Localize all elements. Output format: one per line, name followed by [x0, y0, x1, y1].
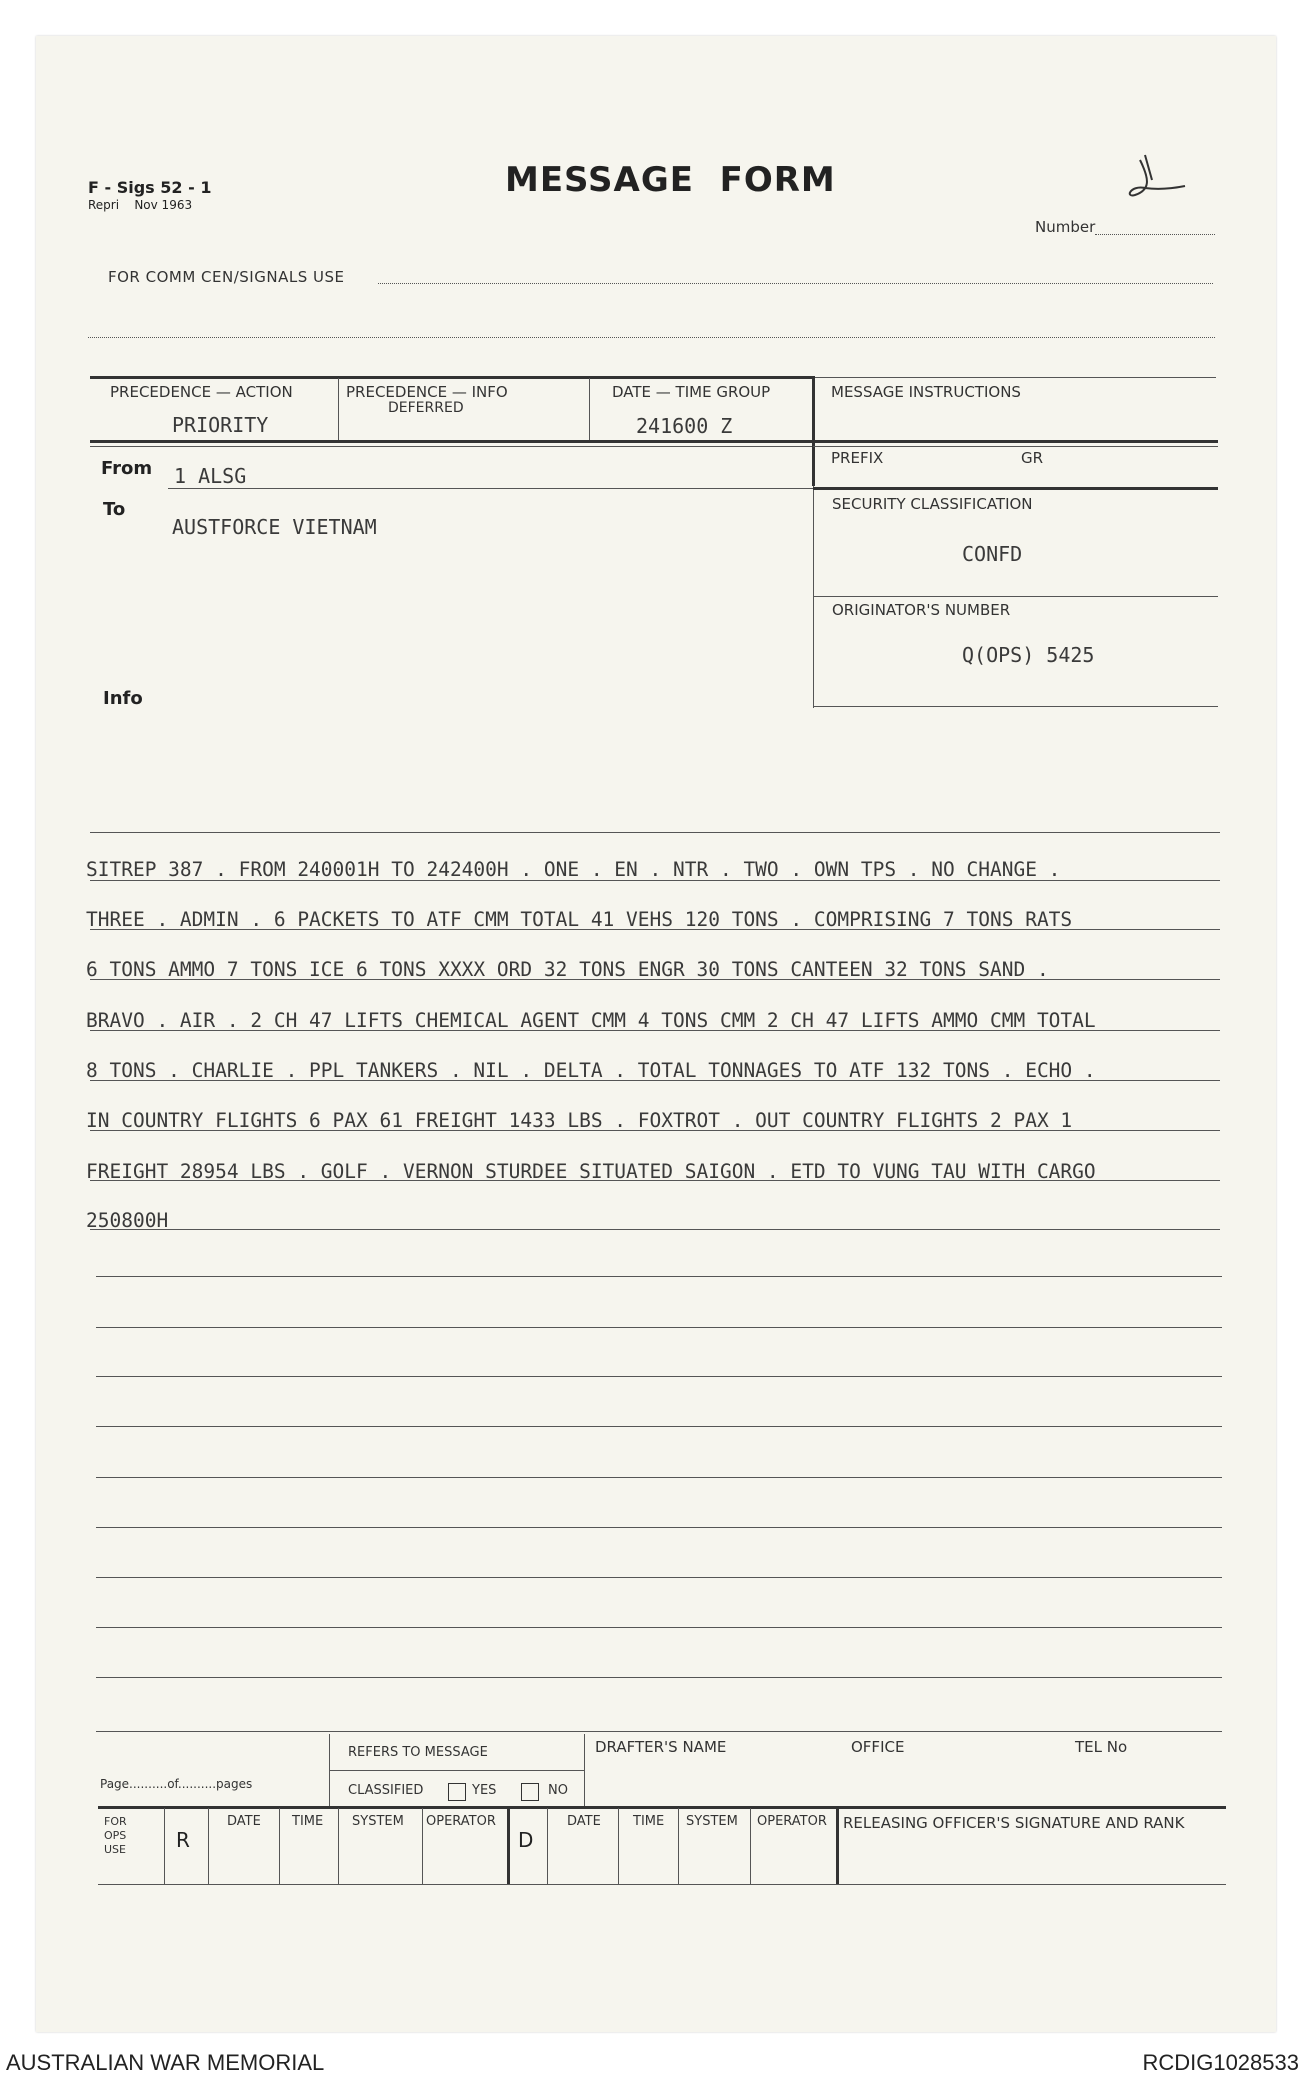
- message-line-7: FREIGHT 28954 LBS . GOLF . VERNON STURDEE SITUATED SAIGON . ETD TO VUNG TAU WITH CARGO: [86, 1160, 1096, 1183]
- body-rule: [90, 832, 1220, 833]
- body-rule: [96, 1677, 1222, 1678]
- number-label: Number: [1035, 218, 1096, 236]
- ops-div-thick: [836, 1806, 839, 1884]
- time-label-r: TIME: [292, 1814, 324, 1829]
- body-rule: [96, 1276, 1222, 1277]
- body-rule: [96, 1731, 1222, 1732]
- header-divider-1: [338, 378, 339, 440]
- drafter-label: DRAFTER'S NAME: [595, 1738, 727, 1756]
- no-label: NO: [548, 1783, 568, 1798]
- originator-value: Q(OPS) 5425: [962, 643, 1095, 667]
- ops-div: [678, 1808, 679, 1884]
- right-box-left: [813, 486, 814, 708]
- header-mid-border-2: [90, 446, 813, 447]
- refers-label: REFERS TO MESSAGE: [348, 1745, 488, 1760]
- footer-right: RCDIG1028533: [1142, 2050, 1299, 2075]
- date-label-d: DATE: [567, 1814, 601, 1829]
- message-line-5: 8 TONS . CHARLIE . PPL TANKERS . NIL . DELTA . TOTAL TONNAGES TO ATF 132 TONS . ECHO .: [86, 1059, 1096, 1082]
- system-label-r: SYSTEM: [352, 1814, 404, 1829]
- security-top: [813, 487, 1218, 490]
- prefix-top: [813, 440, 1218, 443]
- message-line-4: BRAVO . AIR . 2 CH 47 LIFTS CHEMICAL AGENT CMM 4 TONS CMM 2 CH 47 LIFTS AMMO CMM TOTAL: [86, 1009, 1096, 1032]
- time-label-d: TIME: [633, 1814, 665, 1829]
- body-rule: [90, 1229, 1220, 1230]
- yes-label: YES: [472, 1783, 497, 1798]
- body-rule: [96, 1477, 1222, 1478]
- body-rule: [96, 1527, 1222, 1528]
- precedence-info-label: PRECEDENCE — INFO: [346, 383, 508, 401]
- ops-div: [338, 1808, 339, 1884]
- message-line-2: THREE . ADMIN . 6 PACKETS TO ATF CMM TOTAL 41 VEHS 120 TONS . COMPRISING 7 TONS RATS: [86, 908, 1073, 931]
- comm-cen-line-2: [88, 337, 1215, 338]
- originator-label: ORIGINATOR'S NUMBER: [832, 601, 1011, 619]
- r-label: R: [176, 1828, 190, 1852]
- header-divider-3: [812, 376, 815, 486]
- tel-label: TEL No: [1075, 1738, 1128, 1756]
- d-label: D: [518, 1828, 534, 1852]
- body-rule: [96, 1426, 1222, 1427]
- header-divider-2: [589, 378, 590, 440]
- message-line-3: 6 TONS AMMO 7 TONS ICE 6 TONS XXXX ORD 32 TONS ENGR 30 TONS CANTEEN 32 TONS SAND .: [86, 958, 1049, 981]
- dtg-value: 241600 Z: [636, 414, 733, 438]
- office-label: OFFICE: [851, 1738, 905, 1756]
- header-top-border: [90, 376, 813, 379]
- precedence-info-sub: DEFERRED: [388, 400, 464, 416]
- originator-top: [813, 596, 1218, 597]
- instructions-top-border: [813, 377, 1216, 378]
- message-line-1: SITREP 387 . FROM 240001H TO 242400H . ONE . EN . NTR . TWO . OWN TPS . NO CHANGE .: [86, 858, 1061, 881]
- ops-use-label: FOR OPS USE: [104, 1815, 127, 1856]
- to-value: AUSTFORCE VIETNAM: [172, 515, 377, 539]
- footer-left: AUSTRALIAN WAR MEMORIAL: [6, 2050, 325, 2075]
- message-line-8: 250800H: [86, 1209, 169, 1232]
- refers-divider: [329, 1770, 584, 1771]
- classified-no-checkbox[interactable]: [521, 1783, 539, 1801]
- number-line: [1095, 234, 1215, 235]
- precedence-action-value: PRIORITY: [172, 413, 269, 437]
- ops-div: [164, 1808, 165, 1884]
- date-label-r: DATE: [227, 1814, 261, 1829]
- ops-top-border: [98, 1806, 1226, 1809]
- classified-label: CLASSIFIED: [348, 1783, 424, 1798]
- ops-bottom-border: [98, 1884, 1226, 1885]
- security-value: CONFD: [962, 542, 1023, 566]
- body-rule: [96, 1376, 1222, 1377]
- form-code: F - Sigs 52 - 1: [88, 178, 212, 197]
- dtg-label: DATE — TIME GROUP: [612, 383, 771, 401]
- from-label: From: [101, 458, 153, 479]
- system-label-d: SYSTEM: [686, 1814, 738, 1829]
- comm-cen-line: [378, 283, 1213, 284]
- operator-label-d: OPERATOR: [757, 1814, 827, 1829]
- to-label: To: [103, 499, 126, 520]
- ops-div: [422, 1808, 423, 1884]
- form-reprint: Repri Nov 1963: [88, 198, 193, 212]
- form-title: MESSAGE FORM: [505, 160, 836, 200]
- classified-yes-checkbox[interactable]: [448, 1783, 466, 1801]
- prefix-label: PREFIX: [831, 449, 884, 467]
- body-rule: [96, 1627, 1222, 1628]
- originator-bottom: [813, 706, 1218, 707]
- operator-label-r: OPERATOR: [426, 1814, 496, 1829]
- ops-div: [547, 1808, 548, 1884]
- handwritten-number-mark: [1120, 150, 1190, 210]
- ops-div: [279, 1808, 280, 1884]
- message-form-sheet: [36, 36, 1276, 2032]
- header-mid-border: [90, 440, 813, 443]
- ops-div: [208, 1808, 209, 1884]
- from-line: [168, 488, 813, 489]
- gr-label: GR: [1021, 449, 1044, 467]
- ops-div: [618, 1808, 619, 1884]
- precedence-action-label: PRECEDENCE — ACTION: [110, 383, 293, 401]
- ops-div: [750, 1808, 751, 1884]
- comm-cen-label: FOR COMM CEN/SIGNALS USE: [108, 268, 345, 286]
- message-instructions-label: MESSAGE INSTRUCTIONS: [831, 383, 1021, 401]
- page-label: Page..........of..........pages: [100, 1777, 253, 1791]
- message-line-6: IN COUNTRY FLIGHTS 6 PAX 61 FREIGHT 1433 LBS . FOXTROT . OUT COUNTRY FLIGHTS 2 PAX 1: [86, 1109, 1073, 1132]
- security-label: SECURITY CLASSIFICATION: [832, 495, 1033, 513]
- bottom-divider-2: [584, 1734, 585, 1806]
- from-value: 1 ALSG: [174, 464, 247, 488]
- releasing-label: RELEASING OFFICER'S SIGNATURE AND RANK: [843, 1814, 1185, 1832]
- body-rule: [96, 1327, 1222, 1328]
- body-rule: [96, 1577, 1222, 1578]
- ops-div-thick: [507, 1806, 510, 1884]
- prefix-top-2: [813, 446, 1218, 447]
- info-label: Info: [103, 688, 143, 709]
